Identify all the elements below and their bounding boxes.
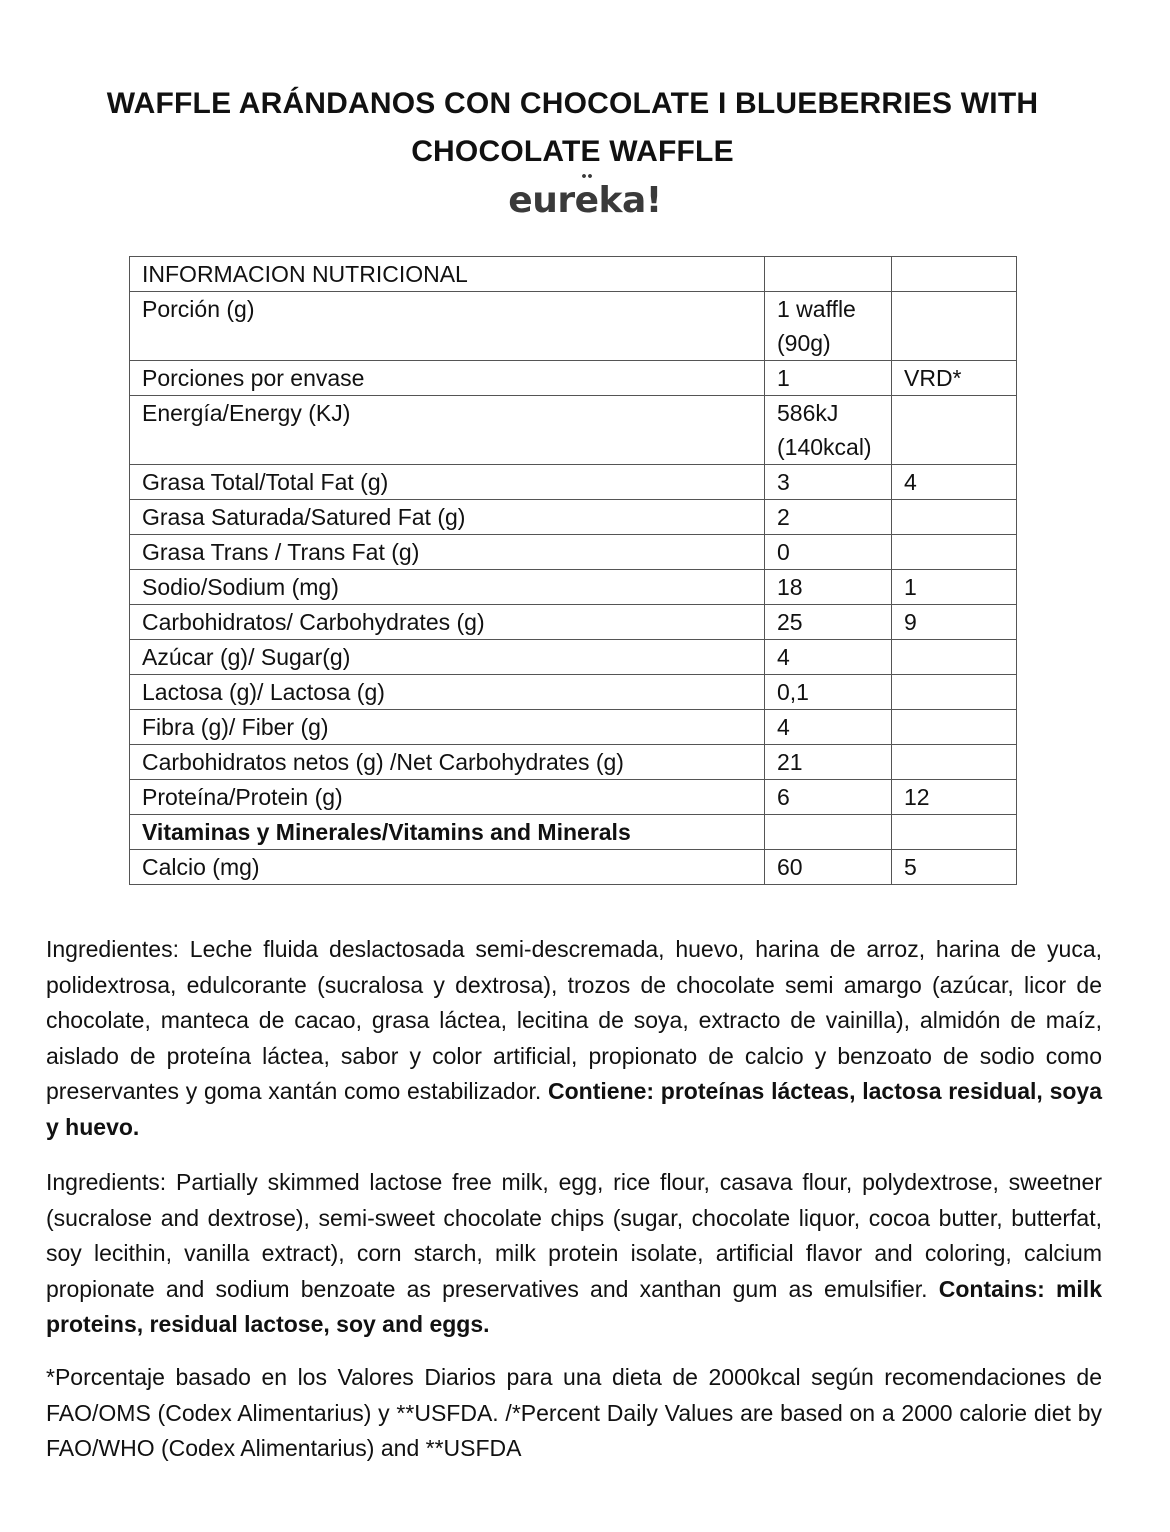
brand-logo: eureka! — [508, 180, 662, 221]
table-row — [130, 396, 1017, 465]
nutrient-amount: 0,1 — [765, 675, 892, 710]
nutrition-table — [129, 256, 1017, 885]
table-row — [130, 570, 1017, 605]
nutrient-label: Carbohidratos/ Carbohydrates (g) — [130, 605, 765, 640]
table-row — [130, 745, 1017, 780]
nutrient-vrd — [892, 675, 1017, 710]
allergens-english: Contains: milk proteins, residual lactose, soy and eggs. — [46, 1275, 1102, 1337]
page-title: WAFFLE ARÁNDANOS CON CHOCOLATE I BLUEBERRIES WITH CHOCOLATE WAFFLE — [106, 87, 1039, 168]
nutrient-label: Grasa Saturada/Satured Fat (g) — [130, 500, 765, 535]
nutrient-amount: 2 — [765, 500, 892, 535]
nutrient-label: Azúcar (g)/ Sugar(g) — [130, 640, 765, 675]
table-row — [130, 500, 1017, 535]
table-header-row — [130, 257, 1017, 292]
nutrient-vrd: 12 — [892, 780, 1017, 815]
nutrient-vrd — [892, 745, 1017, 780]
nutrient-label: Energía/Energy (KJ) — [130, 396, 765, 465]
nutrient-vrd: 1 — [892, 570, 1017, 605]
nutrient-label: Sodio/Sodium (mg) — [130, 570, 765, 605]
table-row — [130, 640, 1017, 675]
nutrient-vrd — [892, 396, 1017, 465]
footnote — [46, 1360, 1102, 1467]
nutrient-label: Proteína/Protein (g) — [130, 780, 765, 815]
nutrient-amount: 60 — [765, 850, 892, 885]
table-row — [130, 465, 1017, 500]
nutrient-label: Fibra (g)/ Fiber (g) — [130, 710, 765, 745]
nutrient-amount: 21 — [765, 745, 892, 780]
nutrient-amount: 3 — [765, 465, 892, 500]
table-row — [130, 292, 1017, 361]
nutrient-amount: 4 — [765, 710, 892, 745]
nutrient-amount: 586kJ (140kcal) — [765, 396, 892, 465]
nutrient-amount: 18 — [765, 570, 892, 605]
nutrient-label: Porción (g) — [130, 292, 765, 361]
nutrient-amount — [765, 815, 892, 850]
footnote-text: *Porcentaje basado en los Valores Diarios para una dieta de 2000kcal según recomendaciones de FAO/OMS (Codex Alimentarius) y **USFDA. /*Percent Daily Values are based on a 2000 calorie diet by FAO/WHO (Codex Alimentarius) and **USFDA — [46, 1364, 1102, 1461]
nutrient-label: Carbohidratos netos (g) /Net Carbohydrates (g) — [130, 745, 765, 780]
nutrient-amount: 1 waffle (90g) — [765, 292, 892, 361]
ingredients-english — [46, 1165, 1102, 1343]
table-row — [130, 710, 1017, 745]
nutrient-label: Grasa Trans / Trans Fat (g) — [130, 535, 765, 570]
nutrient-vrd — [892, 815, 1017, 850]
nutrient-vrd: 4 — [892, 465, 1017, 500]
nutrient-vrd: 9 — [892, 605, 1017, 640]
nutrient-label: Lactosa (g)/ Lactosa (g) — [130, 675, 765, 710]
table-row — [130, 361, 1017, 396]
table-row — [130, 850, 1017, 885]
nutrient-amount: 0 — [765, 535, 892, 570]
ingredients-spanish-text: Ingredientes: Leche fluida deslactosada semi-descremada, huevo, harina de arroz, harina de yuca, polidextrosa, edulcorante (sucralosa y dextrosa), trozos de chocolate semi amargo (azúcar, licor de chocolate, manteca de cacao, grasa láctea, lecitina de soya, extracto de vainilla), almidón de maíz, aislado de proteína láctea, sabor y color artificial, propionato de calcio y benzoato de sodio como preservantes y goma xantán como estabilizador. — [46, 936, 1102, 1104]
nutrient-label: Grasa Total/Total Fat (g) — [130, 465, 765, 500]
nutrient-label: Porciones por envase — [130, 361, 765, 396]
table-cell-empty — [765, 257, 892, 292]
table-row — [130, 780, 1017, 815]
nutrient-vrd: VRD* — [892, 361, 1017, 396]
section-label: Vitaminas y Minerales/Vitamins and Minerals — [130, 815, 765, 850]
nutrient-amount: 6 — [765, 780, 892, 815]
nutrient-vrd — [892, 500, 1017, 535]
nutrient-vrd — [892, 640, 1017, 675]
table-header: INFORMACION NUTRICIONAL — [130, 257, 765, 292]
table-row — [130, 675, 1017, 710]
nutrient-vrd — [892, 710, 1017, 745]
ingredients-english-text: Ingredients: Partially skimmed lactose free milk, egg, rice flour, casava flour, polydextrose, sweetner (sucralose and dextrose), semi-sweet chocolate chips (sugar, chocolate liquor, cocoa butter, butterfat, soy lecithin, vanilla extract), corn starch, milk protein isolate, artificial flavor and coloring, calcium propionate and sodium benzoate as preservatives and xanthan gum as emulsifier. — [46, 1169, 1102, 1302]
nutrient-amount: 1 — [765, 361, 892, 396]
nutrient-vrd — [892, 292, 1017, 361]
table-row — [130, 605, 1017, 640]
table-cell-empty — [892, 257, 1017, 292]
allergens-spanish: Contiene: proteínas lácteas, lactosa residual, soya y huevo. — [46, 1078, 1102, 1140]
nutrient-vrd — [892, 535, 1017, 570]
nutrient-amount: 25 — [765, 605, 892, 640]
nutrient-label: Calcio (mg) — [130, 850, 765, 885]
table-row — [130, 535, 1017, 570]
table-section-row — [130, 815, 1017, 850]
nutrient-amount: 4 — [765, 640, 892, 675]
nutrient-vrd: 5 — [892, 850, 1017, 885]
ingredients-spanish — [46, 932, 1102, 1145]
